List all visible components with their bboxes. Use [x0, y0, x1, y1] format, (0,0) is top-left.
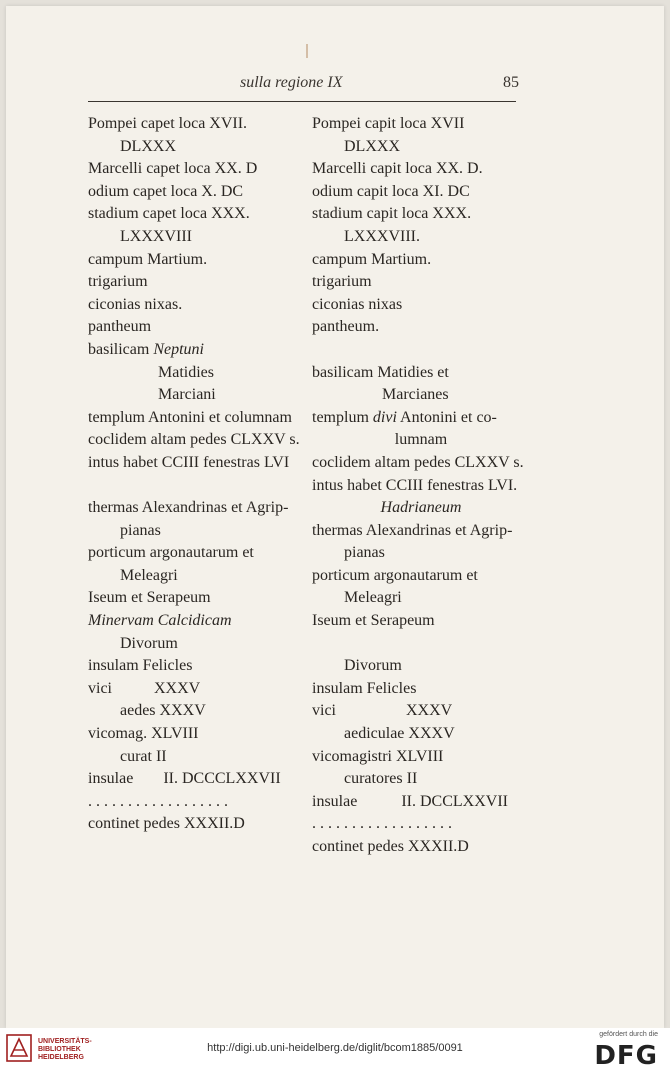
- text-line: odium capit loca XI. DC: [312, 182, 470, 200]
- institution-line: BIBLIOTHEK: [38, 1046, 81, 1053]
- text-line: Hadrianeum: [380, 499, 462, 517]
- dfg-logo: DFG: [594, 1041, 658, 1071]
- text-line: ciconias nixas: [312, 295, 403, 313]
- text-line: basilicam Matidies et: [312, 363, 449, 381]
- text-line: Minervam Calcidicam: [88, 612, 232, 630]
- text-line: continet pedes XXXII.D: [312, 838, 469, 855]
- text-line: thermas Alexandrinas et Agrip-: [88, 499, 289, 517]
- text-line: pianas: [344, 544, 385, 562]
- text-line: pianas: [120, 521, 161, 539]
- text-line: Iseum et Serapeum: [312, 612, 435, 630]
- text-line: campum Martium.: [312, 250, 432, 268]
- text-line: intus habet CCIII fenestras LVI.: [312, 476, 518, 494]
- text-line: coclidem altam pedes CLXXV s.: [88, 431, 300, 449]
- text-line: Marcianes: [382, 386, 449, 404]
- institution-line: HEIDELBERG: [38, 1054, 84, 1061]
- footer-bar: [0, 1028, 670, 1074]
- text-line: intus habet CCIII fenestras LVI: [88, 453, 290, 471]
- text-line: campum Martium.: [88, 250, 208, 268]
- text-line: porticum argonautarum et: [312, 566, 478, 584]
- text-line: porticum argonautarum et: [88, 544, 254, 562]
- text-line: curatores II: [344, 770, 418, 788]
- text-line: Marcelli capit loca XX. D.: [312, 160, 483, 178]
- funded-by-label: gefördert durch die: [599, 1031, 658, 1038]
- italic-text: divi: [372, 408, 397, 426]
- page-number: 85: [503, 74, 519, 91]
- running-head: sulla regione IX: [240, 74, 343, 91]
- text-line: continet pedes XXXII.D: [88, 815, 245, 833]
- text-line: LXXXVIII: [120, 227, 192, 245]
- text-line: insulam Felicles: [88, 657, 193, 675]
- text-line: lumnam: [394, 431, 448, 449]
- permalink-url[interactable]: http://digi.ub.uni-heidelberg.de/diglit/bcom1885/0091: [207, 1042, 463, 1054]
- text-line: [312, 700, 530, 723]
- text-line: aedes XXXV: [120, 702, 206, 720]
- text-span: vici: [312, 702, 336, 720]
- text-line: pantheum: [88, 318, 152, 336]
- text-line: stadium capit loca XXX.: [312, 205, 472, 223]
- text-line: stadium capet loca XXX.: [88, 205, 250, 223]
- left-column: [88, 113, 302, 836]
- text-line: [312, 407, 530, 430]
- right-column: [312, 113, 530, 859]
- text-line: Meleagri: [120, 566, 178, 584]
- text-span: insulae: [312, 792, 358, 810]
- text-span: Antonini et co-: [400, 408, 497, 426]
- text-line: [88, 339, 302, 362]
- text-span: II. DCCCLXXVII: [163, 770, 281, 788]
- text-span: basilicam: [88, 340, 150, 358]
- text-line: trigarium: [312, 273, 372, 291]
- text-line: Pompei capit loca XVII: [312, 115, 465, 132]
- text-span: II. DCCLXXVII: [401, 792, 508, 810]
- text-line: Meleagri: [344, 589, 402, 607]
- text-span: insulae: [88, 770, 134, 788]
- header-rule: [88, 101, 516, 102]
- text-line: Marcelli capet loca XX. D: [88, 160, 258, 178]
- text-line: Matidies: [158, 363, 214, 381]
- text-line: [88, 768, 302, 791]
- text-line: DLXXX: [344, 137, 400, 155]
- ellipsis-line: . . . . . . . . . . . . . . . . . .: [312, 815, 452, 833]
- stain-mark: [306, 44, 308, 58]
- text-line: vicomag. XLVIII: [88, 725, 199, 743]
- text-line: [312, 791, 530, 814]
- text-line: LXXXVIII.: [344, 227, 420, 245]
- text-span: XXXV: [154, 679, 201, 697]
- text-span: vici: [88, 679, 112, 697]
- text-line: aediculae XXXV: [344, 725, 455, 743]
- text-line: coclidem altam pedes CLXXV s.: [312, 453, 524, 471]
- text-line: vicomagistri XLVIII: [312, 747, 444, 765]
- text-line: trigarium: [88, 273, 148, 291]
- text-line: ciconias nixas.: [88, 295, 183, 313]
- text-line: Pompei capet loca XVII.: [88, 115, 248, 132]
- text-line: Divorum: [120, 634, 178, 652]
- text-line: curat II: [120, 747, 167, 765]
- text-line: templum Antonini et columnam: [88, 408, 292, 426]
- text-line: pantheum.: [312, 318, 380, 336]
- text-line: odium capet loca X. DC: [88, 182, 244, 200]
- text-line: Divorum: [344, 657, 402, 675]
- institution-line: UNIVERSITÄTS-: [38, 1038, 92, 1045]
- text-line: DLXXX: [120, 137, 176, 155]
- ellipsis-line: . . . . . . . . . . . . . . . . . .: [88, 792, 228, 810]
- text-span: templum: [312, 408, 369, 426]
- text-line: thermas Alexandrinas et Agrip-: [312, 521, 513, 539]
- italic-text: Neptuni: [153, 340, 204, 358]
- text-span: XXXV: [406, 702, 453, 720]
- text-line: Marciani: [158, 386, 216, 404]
- text-line: Iseum et Serapeum: [88, 589, 211, 607]
- text-line: [88, 678, 302, 701]
- text-line: insulam Felicles: [312, 679, 417, 697]
